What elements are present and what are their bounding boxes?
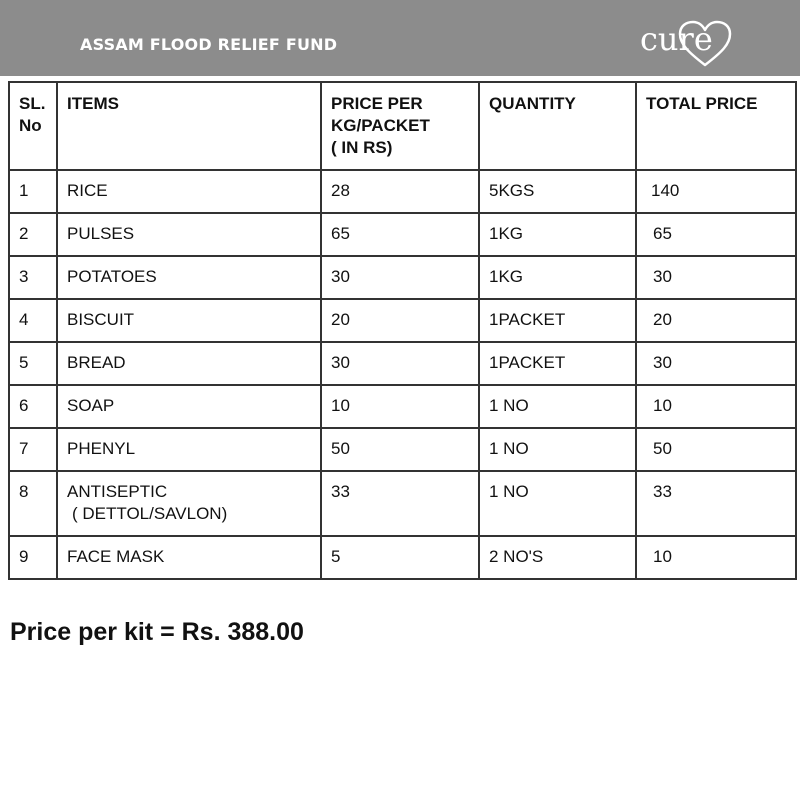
cell-quantity: 1 NO (479, 471, 636, 536)
cell-item: FACE MASK (57, 536, 321, 579)
cell-item: RICE (57, 170, 321, 213)
cell-sl: 6 (9, 385, 57, 428)
cell-item: PULSES (57, 213, 321, 256)
cell-total: 33 (636, 471, 796, 536)
table-row (9, 342, 796, 385)
cell-quantity: 1KG (479, 256, 636, 299)
cell-price: 30 (321, 342, 479, 385)
cell-item: SOAP (57, 385, 321, 428)
cell-sl: 2 (9, 213, 57, 256)
logo-text: cure (640, 20, 713, 58)
table-row (9, 385, 796, 428)
cell-quantity: 1 NO (479, 385, 636, 428)
table-row (9, 213, 796, 256)
header-total-price: TOTAL PRICE (636, 82, 796, 170)
relief-items-table (8, 81, 797, 580)
banner-title: ASSAM FLOOD RELIEF FUND (80, 35, 338, 54)
cell-quantity: 5KGS (479, 170, 636, 213)
header-items: ITEMS (57, 82, 321, 170)
cell-total: 50 (636, 428, 796, 471)
cell-sl: 7 (9, 428, 57, 471)
header-banner (0, 0, 800, 76)
table-row (9, 536, 796, 579)
cell-quantity: 1KG (479, 213, 636, 256)
cell-sl: 3 (9, 256, 57, 299)
cell-price: 33 (321, 471, 479, 536)
cell-total: 30 (636, 342, 796, 385)
cell-total: 65 (636, 213, 796, 256)
cell-sl: 9 (9, 536, 57, 579)
cell-sl: 8 (9, 471, 57, 536)
cell-price: 65 (321, 213, 479, 256)
table-row (9, 299, 796, 342)
cell-total: 10 (636, 536, 796, 579)
cell-total: 140 (636, 170, 796, 213)
cell-price: 28 (321, 170, 479, 213)
cell-price: 5 (321, 536, 479, 579)
header-sl-no: SL. No (9, 82, 57, 170)
cell-price: 50 (321, 428, 479, 471)
cell-item: BISCUIT (57, 299, 321, 342)
table-row (9, 256, 796, 299)
cell-total: 20 (636, 299, 796, 342)
table-row (9, 428, 796, 471)
cell-quantity: 1PACKET (479, 299, 636, 342)
cell-total: 30 (636, 256, 796, 299)
cell-item: POTATOES (57, 256, 321, 299)
cell-quantity: 1 NO (479, 428, 636, 471)
cell-total: 10 (636, 385, 796, 428)
table-row (9, 170, 796, 213)
table-header-row (9, 82, 796, 170)
cell-quantity: 1PACKET (479, 342, 636, 385)
cell-item-line2: ( DETTOL/SAVLON) (72, 504, 228, 523)
header-price: PRICE PER KG/PACKET ( IN RS) (321, 82, 479, 170)
cell-item: BREAD (57, 342, 321, 385)
table-row (9, 471, 796, 536)
cell-item (57, 471, 321, 536)
cell-item-line1: ANTISEPTIC (67, 482, 168, 501)
cell-price: 20 (321, 299, 479, 342)
header-quantity: QUANTITY (479, 82, 636, 170)
price-per-kit: Price per kit = Rs. 388.00 (10, 618, 304, 646)
cell-quantity: 2 NO'S (479, 536, 636, 579)
cure-logo (640, 18, 740, 70)
cell-price: 10 (321, 385, 479, 428)
cell-price: 30 (321, 256, 479, 299)
cell-sl: 5 (9, 342, 57, 385)
heart-icon (676, 20, 734, 68)
cell-sl: 1 (9, 170, 57, 213)
cell-sl: 4 (9, 299, 57, 342)
cell-item: PHENYL (57, 428, 321, 471)
